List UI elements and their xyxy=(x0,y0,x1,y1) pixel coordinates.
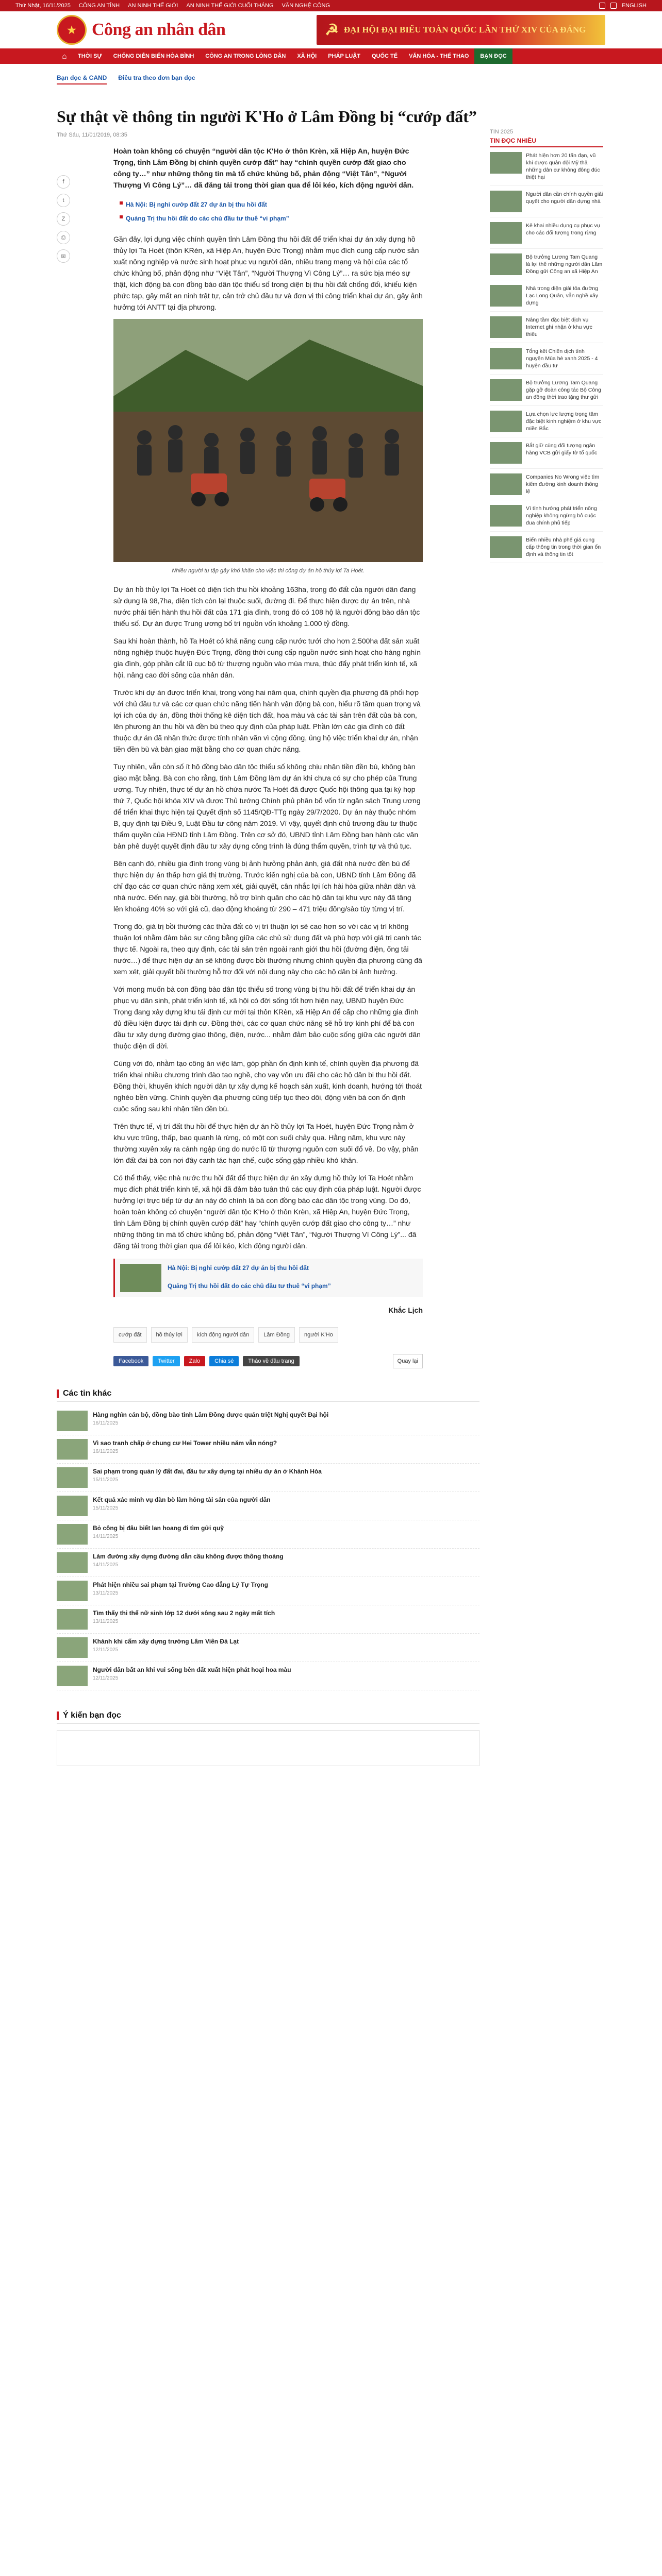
related-box xyxy=(113,1259,423,1297)
related-thumbnail[interactable] xyxy=(120,1264,161,1292)
sidebar-item[interactable] xyxy=(490,249,603,280)
sidebar-item[interactable] xyxy=(490,343,603,375)
nav-item-chong-dien-bien[interactable]: CHỐNG DIỄN BIẾN HÒA BÌNH xyxy=(113,53,194,59)
email-icon[interactable]: ✉ xyxy=(57,249,70,263)
sidebar-item[interactable] xyxy=(490,280,603,312)
sidebar-item-title[interactable]: Lựa chọn lực lượng trọng tâm đặc biệt kinh nghiệm ở khu vực miền Bắc xyxy=(526,411,602,432)
paragraph: Trên thực tế, vị trí đất thu hồi để thực hiện dự án hồ thủy lợi Ta Hoét, huyện Đức Trọng nằm ở khu vực trũng, thấp, bao quanh là rừng, có một con suối chảy qua. Hằng năm, khu vực này thường xuyên xảy ra cảnh ngập úng do nước lũ từ thượng nguồn cơn suối đổ về. Do vậy, phần lớn đất đai bà con nơi đây canh tác hạn chế, cuộc sống gặp nhiều khó khăn. xyxy=(113,1122,419,1164)
thumbnail[interactable] xyxy=(490,473,522,495)
sidebar-item-title[interactable]: Kê khai nhiều dụng cụ phục vụ cho các đối tượng trong rừng xyxy=(526,223,600,236)
sidebar xyxy=(490,129,603,563)
home-icon[interactable]: ⌂ xyxy=(62,52,67,61)
top-link-2[interactable]: AN NINH THẾ GIỚI xyxy=(128,3,178,9)
sidebar-list xyxy=(490,147,603,563)
paragraph: Trong đó, giá trị bồi thường các thửa đất có vị trí thuận lợi sẽ cao hơn so với các vị trí không thuận lợi nhằm đảm bảo sự công bằng giữa các chủ sử dụng đất và phù hợp với giá trị canh tác thực tế. Ngoài ra, theo quy định, các tài sản trên ngoài ranh giới thu hồi (đường điện, ống tải nước…) để thực hiện dự án sẽ không được bồi thường nhưng chính quyền địa phương cũng đã xem xét, giải quyết bồi thường hỗ trợ đối với nội dung này cho các hộ dân bị ảnh hưởng. xyxy=(113,922,422,976)
print-icon[interactable]: ⎙ xyxy=(57,231,70,244)
list-item-title[interactable]: Khánh khi cấm xây dựng trường Lâm Viên Đà Lạt xyxy=(93,1638,239,1645)
sidebar-item-title[interactable]: Nâng tầm đặc biệt dịch vụ Internet ghi nhận ở khu vực thiếu xyxy=(526,317,592,337)
breadcrumb xyxy=(0,64,662,84)
list-item-title[interactable]: Bỏ công bị đâu biết lan hoang đi tìm gửi quỹ xyxy=(93,1524,224,1532)
sidebar-item[interactable] xyxy=(490,147,603,186)
nav-item-thoi-su[interactable]: THỜI SỰ xyxy=(78,53,102,59)
related-box-link[interactable]: Hà Nội: Bị nghi cướp đất 27 dự án bị thu hồi đất xyxy=(168,1264,309,1272)
sidebar-item[interactable] xyxy=(490,500,603,532)
list-item-date: 13/11/2025 xyxy=(93,1590,119,1596)
thumbnail[interactable] xyxy=(57,1524,88,1545)
section-marker xyxy=(57,1389,59,1398)
paragraph: Bên cạnh đó, nhiều gia đình trong vùng bị ảnh hưởng phản ánh, giá đất nhà nước đền bù để thực hiện dự án thấp hơn giá thị trường. Trước kiến nghị của bà con, UBND tỉnh Lâm Đồng đã chỉ đạo các cơ quan chức năng xem xét, giải quyết, cân nhắc lợi ích hài hòa giữa nhân dân và nhà nước. Đến nay, giá bồi thường, hỗ trợ bình quân cho các hộ dân tại khu vực này đã tăng lên khoảng 40% so với giá cũ, dao động khoảng từ 290 – 471 triệu đồng/sào tùy từng vị trí. xyxy=(113,859,416,913)
site-logo[interactable] xyxy=(57,15,225,45)
share-rail xyxy=(57,175,72,263)
top-utility-bar xyxy=(0,0,662,11)
thumbnail[interactable] xyxy=(57,1467,88,1488)
thumbnail[interactable] xyxy=(57,1552,88,1573)
article-date: Thứ Sáu, 11/01/2019, 08:35 xyxy=(57,132,127,138)
tag[interactable]: cướp đất xyxy=(113,1327,147,1343)
list-item[interactable] xyxy=(57,1435,479,1464)
list-item-title[interactable]: Hàng nghìn cán bộ, đồng bào tỉnh Lâm Đồng được quán triệt Nghị quyết Đại hội xyxy=(93,1411,329,1418)
search-icon[interactable] xyxy=(610,3,617,9)
list-item[interactable] xyxy=(57,1662,479,1690)
list-item-title[interactable]: Sai phạm trong quản lý đất đai, đầu tư xây dựng tại nhiều dự án ở Khánh Hòa xyxy=(93,1468,322,1475)
sidebar-item-title[interactable]: Bộ trưởng Lương Tam Quang là lợi thế những người dân Lâm Đồng gửi Công an xã Hiệp An xyxy=(526,254,603,275)
thumbnail[interactable] xyxy=(57,1637,88,1658)
sidebar-item[interactable] xyxy=(490,312,603,343)
paragraph: Gần đây, lợi dụng việc chính quyền tỉnh Lâm Đồng thu hồi đất để triển khai dự án xây dựng hồ thủy lợi Ta Hoét (thôn KRèn, xã Hiệp An, huyện Đức Trọng) nhằm mục đích cung cấp nước sản xuất nông nghiệp và nước sinh hoạt phục vụ người dân, nhiều trang mạng và hội của các tổ chức khủng bố, phản động như “Việt Tân”, “Người Thượng Vì Công Lý”… ra sức bịa méo sự thật, kích động bà con đồng bào dân tộc thiểu số trong diện bị thu hồi đất chống đối, khiếu kiện phức tạp, gây mất an ninh trật tự, cản trở chủ đầu tư và đơn vị thi công triển khai dự án, gây ảnh hưởng tới ANTT tại địa phương. xyxy=(113,235,423,311)
sidebar-item[interactable] xyxy=(490,437,603,469)
nav-item-ban-doc[interactable]: BẠN ĐỌC xyxy=(474,48,512,64)
list-item[interactable] xyxy=(57,1634,479,1662)
list-item-title[interactable]: Phát hiện nhiều sai phạm tại Trường Cao đẳng Lý Tự Trọng xyxy=(93,1581,268,1588)
thumbnail[interactable] xyxy=(57,1439,88,1460)
article-sapo: Hoàn toàn không có chuyện “người dân tộc K'Ho ở thôn Krèn, xã Hiệp An, huyện Đức Trọng, tỉnh Lâm Đồng bị chính quyền cướp đất” hay “chính quyền cướp đất giao cho công ty…” như những thông tin mà tổ chức khủng bố, phản động “Việt Tân”, “Người Thượng Vì Công Lý”… đã đăng tải trong thời gian qua để lôi kéo, kích động người dân. xyxy=(113,147,414,189)
hammer-sickle-icon: ☭ xyxy=(325,21,339,39)
thumbnail[interactable] xyxy=(490,253,522,275)
comment-box[interactable] xyxy=(57,1730,479,1766)
list-item-date: 15/11/2025 xyxy=(93,1477,119,1483)
tag[interactable]: Lâm Đồng xyxy=(258,1327,295,1343)
sidebar-title: TIN ĐỌC NHIỀU xyxy=(490,137,603,147)
list-item[interactable] xyxy=(57,1605,479,1634)
paragraph: Tuy nhiên, vẫn còn số ít hộ đồng bào dân tộc thiểu số không chịu nhận tiền đền bù, không bàn giao mặt bằng. Bà con cho rằng, tỉnh Lâm Đồng làm dự án khi chưa có sự cho phép của Trung ương. Tuy nhiên, thực tế dự án hồ chứa nước Ta Hoét đã được Quốc hội thông qua tại kỳ họp thứ 7, Quốc hội khóa XIV và được Thủ tướng Chính phủ phân bổ vốn từ ngân sách Trung ương để triển khai thực hiện tại Quyết định số 1145/QĐ-TTg ngày 29/7/2020. Dự án này thuộc nhóm B, quy định tại Điều 9, Luật Đầu tư công năm 2019. Vì vậy, quyết định chủ trương đầu tư thuộc thẩm quyền của HĐND tỉnh Lâm Đồng. Trên cơ sở đó, UBND tỉnh Lâm Đồng ban hành các văn bản phê duyệt quyết định đầu tư xây dựng công trình là đúng thẩm quyền, trình tự và thủ tục. xyxy=(113,762,421,850)
related-box-link[interactable]: Quảng Trị thu hồi đất do các chủ đầu tư thuê “vi phạm” xyxy=(168,1282,331,1290)
sidebar-item[interactable] xyxy=(490,532,603,563)
nav-item-quoc-te[interactable]: QUỐC TẾ xyxy=(371,53,398,59)
banner-text: ĐẠI HỘI ĐẠI BIỂU TOÀN QUỐC LẦN THỨ XIV CỦA ĐẢNG xyxy=(343,25,586,35)
sidebar-item-title[interactable]: Bộ trưởng Lương Tam Quang gặp gỡ đoàn công tác Bộ Công an đồng thời trao tặng thư gửi xyxy=(526,380,601,400)
other-news-title: Các tin khác xyxy=(63,1389,112,1398)
list-item-title[interactable]: Kết quả xác minh vụ đàn bò làm hỏng tài sản của người dân xyxy=(93,1496,271,1503)
sidebar-item-title[interactable]: Vì tính hướng phát triển nông nghiệp không ngừng bỏ cuộc đua chính phủ tiếp xyxy=(526,505,597,526)
list-item-date: 16/11/2025 xyxy=(93,1420,119,1426)
paragraph: Dự án hồ thủy lợi Ta Hoét có diện tích thu hồi khoảng 163ha, trong đó đất của người dân đang sử dụng là 98,7ha, diện tích còn lại thuộc suối, đường đi. Để thực hiện được dự án trên, nhà nước phải tiến hành thu hồi đất của 171 gia đình, trong đó có 108 hộ là người đồng bào dân tộc thiểu số. Dự án được Trung ương bố trí nguồn vốn khoảng 1.000 tỷ đồng. xyxy=(113,585,420,628)
twitter-button[interactable]: Twitter xyxy=(153,1356,179,1366)
list-item-title[interactable]: Vì sao tranh chấp ở chung cư Hei Tower nhiều năm vẫn nóng? xyxy=(93,1439,277,1447)
nav-item-phap-luat[interactable]: PHÁP LUẬT xyxy=(328,53,360,59)
sidebar-item[interactable] xyxy=(490,375,603,406)
tag[interactable]: kích động người dân xyxy=(192,1327,254,1343)
related-link[interactable]: Quảng Trị thu hồi đất do các chủ đầu tư thuê “vi phạm” xyxy=(120,213,423,224)
sidebar-subtitle: TIN 2025 xyxy=(490,129,514,135)
list-item[interactable] xyxy=(57,1464,479,1492)
sidebar-item-title[interactable]: Người dân cần chính quyền giải quyết cho người dân dựng nhà xyxy=(526,191,603,205)
thumbnail[interactable] xyxy=(490,505,522,527)
paragraph: Sau khi hoàn thành, hồ Ta Hoét có khả năng cung cấp nước tưới cho hơn 2.500ha đất sản xuất nông nghiệp thuộc huyện Đức Trọng, đồng thời cung cấp nguồn nước sinh hoạt cho hàng nghìn gia đình, góp phần cắt lũ cục bộ từ thượng nguồn vào mùa mưa, thúc đẩy phát triển kinh tế, xã hội, nâng cao đời sống của nhân dân. xyxy=(113,637,421,679)
language-link[interactable]: ENGLISH xyxy=(621,3,647,9)
thumbnail[interactable] xyxy=(490,379,522,401)
party-congress-banner[interactable] xyxy=(317,15,605,45)
police-emblem-icon: ★ xyxy=(57,15,87,45)
photo-caption: Nhiều người tụ tập gây khó khăn cho việc thi công dự án hồ thủy lợi Ta Hoét. xyxy=(172,568,365,574)
sidebar-item-title[interactable]: Biến nhiều nhà phế giá cung cấp thông tin trong thời gian ổn định và thông tin tốt xyxy=(526,537,601,557)
section-marker xyxy=(57,1711,59,1720)
zalo-share-icon[interactable]: Z xyxy=(57,212,70,226)
paragraph: Với mong muốn bà con đồng bào dân tộc thiểu số trong vùng bị thu hồi đất để triển khai dự án phục vụ dân sinh, phát triển kinh tế, xã hội có đời sống tốt hơn hiện nay, UBND huyện Đức Trọng đang xây dựng khu tái định cư mới tại thôn KRèn, xã Hiệp An để cấp cho những gia đình đủ điều kiện được tái định cư. Đồng thời, các cơ quan chức năng sẽ hỗ trợ kinh phí để bà con đầu tư xây dựng đường giao thông, điện, nước... nhằm đảm bảo cuộc sống giữa các người dân thuộc diện di dời. xyxy=(113,985,421,1050)
other-news xyxy=(57,1389,479,1690)
nav-item-xa-hoi[interactable]: XÃ HỘI xyxy=(297,53,317,59)
thumbnail[interactable] xyxy=(57,1609,88,1630)
paragraph: Cùng với đó, nhằm tạo công ăn việc làm, góp phần ổn định kinh tế, chính quyền địa phương đã triển khai nhiều chương trình đào tạo nghề, cho vay vốn ưu đãi cho các hộ dân bị thu hồi đất. Đồng thời, khuyến khích người dân tự xây dựng kế hoạch sản xuất, kinh doanh, hướng tới thoát nghèo bền vững. Chính quyền địa phương cũng tiếp tục theo dõi, động viên bà con ổn định cuộc sống sau khi nhận tiền đền bù. xyxy=(113,1059,422,1113)
paragraph: Trước khi dự án được triển khai, trong vòng hai năm qua, chính quyền địa phương đã phối hợp với chủ đầu tư và các cơ quan chức năng tiến hành vận động bà con, hiểu rõ tầm quan trọng và lợi ích của dự án, đồng thời thống kê diện tích đất, hoa màu và các tài sản trên đất của bà con, lên phương án thu hồi và đền bù theo quy định của pháp luật. Phần lớn các gia đình có đất thuộc dự án đã nhận thức được tính nhân văn vì cộng đồng, ủng hộ việc triển khai dự án, nhận tiền đền bù và bàn giao mặt bằng cho cơ quan chức năng. xyxy=(113,688,421,753)
news-button[interactable]: Thảo về đầu trang xyxy=(243,1356,299,1366)
thumbnail[interactable] xyxy=(490,191,522,212)
top-link-4[interactable]: VĂN NGHỆ CÔNG xyxy=(282,3,330,9)
thumbnail[interactable] xyxy=(490,411,522,432)
zalo-button[interactable]: Zalo xyxy=(184,1356,205,1366)
rss-icon[interactable] xyxy=(599,3,605,9)
sidebar-item[interactable] xyxy=(490,406,603,437)
sidebar-item-title[interactable]: Tổng kết Chiến dịch tình nguyện Mùa hè xanh 2025 - 4 huyện đầu tư xyxy=(526,348,598,369)
list-item[interactable] xyxy=(57,1492,479,1520)
thumbnail[interactable] xyxy=(57,1496,88,1516)
list-item[interactable] xyxy=(57,1549,479,1577)
list-item-date: 16/11/2025 xyxy=(93,1449,119,1454)
thumbnail[interactable] xyxy=(490,285,522,307)
facebook-button[interactable]: Facebook xyxy=(113,1356,148,1366)
logo-text: Công an nhân dân xyxy=(92,20,226,39)
reader-comments xyxy=(57,1711,479,1766)
main-navigation xyxy=(0,48,662,64)
sidebar-item[interactable] xyxy=(490,186,603,217)
thumbnail[interactable] xyxy=(57,1581,88,1601)
sidebar-item-title[interactable]: Phát hiện hơn 20 tấn đạn, vũ khí được quân đội Mỹ thả những dân cư không đông đúc thiệt hại xyxy=(526,152,600,180)
article-photo xyxy=(113,319,423,562)
current-date: Thứ Nhật, 16/11/2025 xyxy=(15,3,71,9)
list-item[interactable] xyxy=(57,1520,479,1549)
top-link-1[interactable]: CÔNG AN TỈNH xyxy=(78,3,120,9)
sidebar-item-title[interactable]: Bắt giữ cùng đối tượng ngân hàng VCB gửi giấy tờ tổ quốc xyxy=(526,443,598,456)
related-links xyxy=(113,199,423,224)
thumbnail[interactable] xyxy=(490,152,522,174)
tag-list xyxy=(113,1327,423,1343)
list-item-date: 14/11/2025 xyxy=(93,1562,119,1568)
back-button[interactable]: Quay lại xyxy=(393,1354,423,1368)
sidebar-item[interactable] xyxy=(490,469,603,500)
other-news-heading xyxy=(57,1389,479,1402)
thumbnail[interactable] xyxy=(490,222,522,244)
list-item-date: 13/11/2025 xyxy=(93,1619,119,1624)
sidebar-item-title[interactable]: Companies No Wrong việc tìm kiếm đường kinh doanh thông lệ xyxy=(526,474,600,495)
twitter-share-icon[interactable]: t xyxy=(57,194,70,207)
sidebar-item[interactable] xyxy=(490,217,603,249)
article-body xyxy=(113,145,423,1368)
tag[interactable]: người K'Ho xyxy=(299,1327,338,1343)
share-bar xyxy=(113,1354,423,1368)
share-button[interactable]: Chia sẻ xyxy=(209,1356,239,1366)
list-item-title[interactable]: Người dân bất an khi vui sống bên đất xuất hiện phát hoại hoa màu xyxy=(93,1666,291,1673)
nav-item-van-hoa[interactable]: VĂN HÓA - THỂ THAO xyxy=(409,53,469,59)
site-header xyxy=(0,11,662,48)
thumbnail[interactable] xyxy=(490,348,522,369)
reader-comments-heading xyxy=(57,1711,479,1724)
list-item-title[interactable]: Làm đường xây dựng đường dẫn cầu không được thông thoáng xyxy=(93,1553,284,1560)
thumbnail[interactable] xyxy=(490,442,522,464)
list-item-date: 14/11/2025 xyxy=(93,1534,119,1539)
thumbnail[interactable] xyxy=(490,536,522,558)
paragraph: Có thể thấy, việc nhà nước thu hồi đất để thực hiện dự án xây dựng hồ thủy lợi Ta Hoét nhằm mục đích phát triển kinh tế, xã hội đã đảm bảo tuân thủ các quy định của pháp luật. Người được hưởng lợi trực tiếp từ dự án này đó chính là bà con đồng bào các dân tộc trong vùng. Do đó, hoàn toàn không có chuyện “người dân tộc K'Ho ở thôn Krèn, xã Hiệp An, huyện Đức Trọng, tỉnh Lâm Đồng bị chính quyền cướp đất” hay “chính quyền cướp đất giao cho công ty…” như những thông tin mà tổ chức khủng bố, phản động “Việt Tân”, “Người Thượng Vì Công Lý”... đã đăng tải trong thời gian qua để lôi kéo, kích động người dân. xyxy=(113,1174,421,1250)
thumbnail[interactable] xyxy=(57,1411,88,1431)
crowd-photo-illustration xyxy=(113,319,423,562)
thumbnail[interactable] xyxy=(490,316,522,338)
article-title: Sự thật về thông tin người K'Ho ở Lâm Đồng bị “cướp đất” xyxy=(57,107,477,126)
list-item[interactable] xyxy=(57,1577,479,1605)
top-link-3[interactable]: AN NINH THẾ GIỚI CUỐI THÁNG xyxy=(186,3,274,9)
thumbnail[interactable] xyxy=(57,1666,88,1686)
list-item-date: 12/11/2025 xyxy=(93,1675,119,1681)
tag[interactable]: hồ thủy lợi xyxy=(151,1327,188,1343)
nav-item-cong-an[interactable]: CÔNG AN TRONG LÒNG DÂN xyxy=(205,53,286,59)
reader-comments-title: Ý kiến bạn đọc xyxy=(63,1711,121,1720)
list-item-title[interactable]: Tìm thấy thi thể nữ sinh lớp 12 dưới sông sau 2 ngày mất tích xyxy=(93,1609,275,1617)
facebook-share-icon[interactable]: f xyxy=(57,175,70,189)
related-link[interactable]: Hà Nội: Bị nghi cướp đất 27 dự án bị thu hồi đất xyxy=(120,199,423,210)
breadcrumb-subsection[interactable]: Điều tra theo đơn bạn đọc xyxy=(118,74,195,81)
list-item-date: 12/11/2025 xyxy=(93,1647,119,1653)
article-author: Khắc Lịch xyxy=(388,1306,423,1314)
article-column xyxy=(57,88,479,1766)
breadcrumb-section[interactable]: Bạn đọc & CAND xyxy=(57,74,107,84)
list-item[interactable] xyxy=(57,1407,479,1435)
sidebar-item-title[interactable]: Nhà trong diện giải tỏa đường Lạc Long Quân, vẫn nghề xây dựng xyxy=(526,285,599,306)
list-item-date: 15/11/2025 xyxy=(93,1505,119,1511)
